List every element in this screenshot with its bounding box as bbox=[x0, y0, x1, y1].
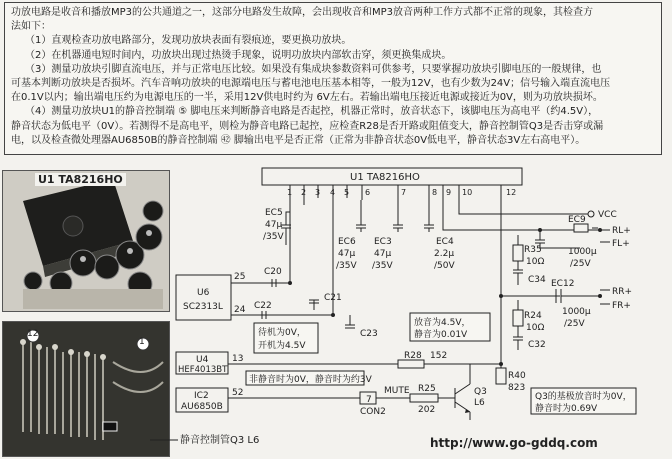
description-line: （3）测量功放块引脚直流电压，并与正常电压比较。如果没有集成块参数资料可供参考，只要掌握功放块引脚电压的一般规律，也 bbox=[25, 63, 602, 75]
u1-pin: 5 bbox=[344, 188, 350, 197]
play-note: 放音为4.5V， bbox=[414, 318, 471, 328]
description-line: 静音状态为低电平（0V）。若测得不是高电平，则检为静音电路已起控，应检查R28是否开路或阻值变大，静音控制管Q3是否击穿或漏 bbox=[11, 120, 604, 132]
r40-label: R40 bbox=[508, 371, 526, 381]
c32-label: C32 bbox=[528, 340, 546, 350]
u4-pin: 13 bbox=[232, 354, 244, 364]
r28-value: 152 bbox=[430, 351, 448, 361]
ec9-voltage: /25V bbox=[570, 259, 591, 269]
pcb-pin-label: 12 bbox=[27, 329, 39, 339]
u1-pin: 7 bbox=[401, 188, 407, 197]
ec4-voltage: /50V bbox=[434, 261, 455, 271]
pcb-photo-label: 静音控制管Q3 L6 bbox=[180, 435, 260, 446]
r25-value: 202 bbox=[418, 405, 436, 415]
ec3-value: 47μ bbox=[374, 249, 392, 259]
c23-label: C23 bbox=[360, 329, 378, 339]
c21-label: C21 bbox=[324, 293, 342, 303]
q3-label: Q3 bbox=[474, 387, 487, 397]
ec12-voltage: /25V bbox=[564, 319, 585, 329]
r24-label: R24 bbox=[524, 311, 542, 321]
u1-pin: 8 bbox=[432, 188, 438, 197]
u1-label: U1 TA8216HO bbox=[350, 172, 420, 183]
ec4-label: EC4 bbox=[436, 237, 454, 247]
ec6-voltage: /35V bbox=[336, 261, 357, 271]
vcc-label: VCC bbox=[598, 210, 617, 220]
description-line: （1）直观检查功放电路部分，发现功放块表面有裂痕迹，要更换功放块。 bbox=[25, 35, 352, 47]
mute-label: MUTE bbox=[384, 386, 410, 396]
u4-part: HEF4013BT bbox=[178, 365, 228, 375]
description-line: 可基本判断功放块是否损坏。汽车音响功放块的电源端电压与蓄电池电压基本相等，一般为12V，也有少数为24V；信号输入端直流电压 bbox=[11, 78, 611, 90]
q3-note: 静音时为0.69V bbox=[535, 404, 598, 414]
source-url: http://www.go-gddq.com bbox=[430, 436, 598, 450]
pcb-pin-label: 1 bbox=[139, 337, 145, 347]
c34-label: C34 bbox=[528, 275, 546, 285]
r35-label: R35 bbox=[524, 245, 542, 255]
ic2-pin: 52 bbox=[232, 388, 244, 398]
u1-pin: 4 bbox=[330, 188, 336, 197]
r24-value: 10Ω bbox=[526, 323, 545, 333]
q3-note: Q3的基极放音时为0V， bbox=[535, 392, 632, 402]
ec5-value: 47μ bbox=[265, 220, 283, 230]
description-line: 电，以及检查微处理器AU6850B的静音控制端 ㊷ 脚输出电平是否正常（正常为非静音状态0V低电平，静音状态3V左右高电平）。 bbox=[11, 134, 586, 146]
q3-part: L6 bbox=[474, 398, 485, 408]
u4-label: U4 bbox=[196, 355, 209, 365]
standby-note: 开机为4.5V bbox=[258, 341, 306, 351]
u6-part: SC2313L bbox=[183, 302, 223, 312]
u1-pin: 6 bbox=[365, 188, 371, 197]
ec6-label: EC6 bbox=[338, 237, 356, 247]
r28-label: R28 bbox=[404, 351, 422, 361]
play-note: 静音为0.01V bbox=[414, 330, 468, 340]
u1-pin: 9 bbox=[446, 188, 452, 197]
ic2-label: IC2 bbox=[194, 391, 209, 401]
u6-pin: 25 bbox=[234, 272, 246, 282]
r40-value: 823 bbox=[508, 383, 526, 393]
c22-label: C22 bbox=[254, 301, 272, 311]
description-line: 功放电路是收音和播放MP3的公共通道之一，这部分电路发生故障，会出现收音和MP3放音两种工作方式都不正常的现象，其检查方 bbox=[11, 7, 594, 18]
u1-pin: 1 bbox=[287, 188, 293, 197]
u1-pin: 10 bbox=[462, 188, 473, 197]
ec9-value: 1000μ bbox=[568, 247, 597, 257]
u1-pin: 2 bbox=[301, 188, 307, 197]
description-line: （4）测量功放块U1的静音控制端 ⑤ 脚电压来判断静音电路是否起控，机器正常时，放音状态下，该脚电压为高电平（约4.5V）， bbox=[25, 106, 599, 118]
standby-note: 待机为0V， bbox=[258, 328, 306, 338]
mute-note: 非静音时为0V，静音时为约3V bbox=[249, 375, 372, 385]
ec3-label: EC3 bbox=[374, 237, 392, 247]
amplifier-photo-label: U1 TA8216HO bbox=[35, 173, 126, 186]
u1-pin: 12 bbox=[506, 188, 517, 197]
ic2-part: AU6850B bbox=[181, 402, 223, 412]
rl-label: RL+ bbox=[612, 226, 631, 236]
ec4-value: 2.2μ bbox=[434, 249, 455, 259]
description-line: 在0.1V以内；输出端电压约为电源电压的一半，采用12V供电时约为 6V左右。若输出端电压接近电源或接近为0V，则为功放块损坏。 bbox=[11, 92, 603, 104]
ec9-label: EC9 bbox=[568, 215, 586, 225]
con2-label: CON2 bbox=[360, 407, 386, 417]
ec6-value: 47μ bbox=[338, 249, 356, 259]
u6-pin: 24 bbox=[234, 305, 246, 315]
ec5-voltage: /35V bbox=[263, 232, 284, 242]
c20-label: C20 bbox=[264, 267, 282, 277]
r25-label: R25 bbox=[418, 384, 436, 394]
ec3-voltage: /35V bbox=[372, 261, 393, 271]
description-line: 法如下： bbox=[11, 21, 51, 33]
u1-pin: 3 bbox=[315, 188, 321, 197]
fl-label: FL+ bbox=[612, 239, 630, 249]
ec12-label: EC12 bbox=[551, 279, 575, 289]
ec12-value: 1000μ bbox=[562, 307, 591, 317]
ec5-label: EC5 bbox=[265, 208, 283, 218]
u6-label: U6 bbox=[197, 288, 210, 298]
fr-label: FR+ bbox=[612, 301, 631, 311]
rr-label: RR+ bbox=[612, 287, 633, 297]
r35-value: 10Ω bbox=[526, 257, 545, 267]
description-line: （2）在机器通电短时间内，功放块出现过热烫手现象，说明功放块内部软击穿，须更换集成块。 bbox=[25, 49, 452, 61]
con2-pin: 7 bbox=[366, 395, 372, 405]
